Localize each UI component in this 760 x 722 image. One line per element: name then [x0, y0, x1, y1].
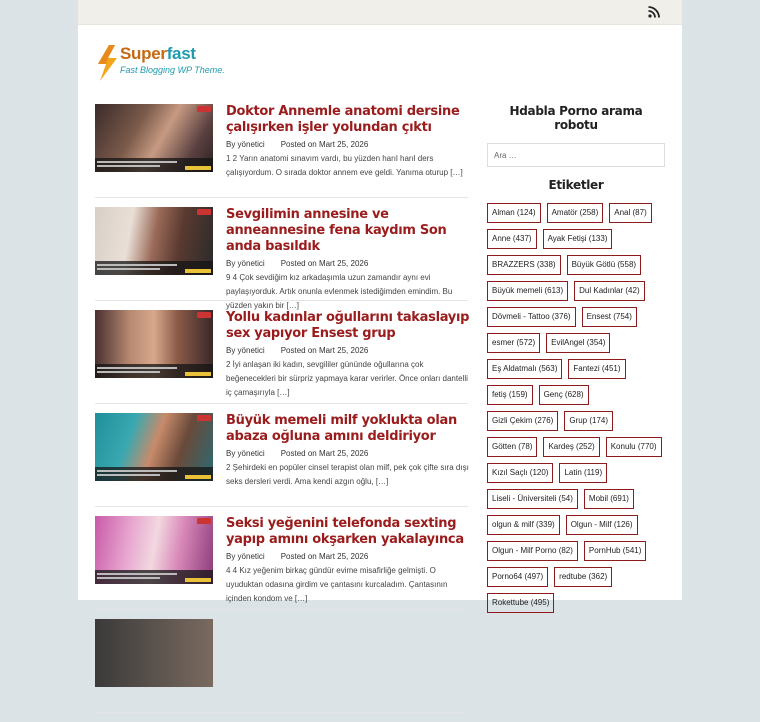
post-title[interactable]: Doktor Annemle anatomi dersine çalışırken işler yolundan çıktı	[226, 104, 460, 135]
post-meta	[226, 346, 470, 356]
tag-link[interactable]: Porno64 (497)	[487, 567, 548, 587]
thumbnail-badge	[197, 518, 211, 524]
thumbnail-badge	[197, 106, 211, 112]
thumbnail-badge	[197, 209, 211, 215]
page-container	[78, 0, 682, 607]
tag-link[interactable]: Dul Kadınlar (42)	[574, 281, 644, 301]
tag-link[interactable]: Amatör (258)	[547, 203, 604, 223]
lightning-bolt-icon	[95, 45, 119, 81]
post-date[interactable]: Posted on Mart 25, 2026	[280, 140, 369, 149]
tag-link[interactable]: olgun & milf (339)	[487, 515, 560, 535]
tag-link[interactable]: Gizli Çekim (276)	[487, 411, 558, 431]
tag-link[interactable]: Olgun - Milf Porno (82)	[487, 541, 578, 561]
post-excerpt: 1 2 Yarın anatomi sınavım vardı, bu yüzden harıl harıl ders çalışıyordum. O sırada doktor annem eve geldi. Yanıma oturup […]	[226, 154, 463, 177]
tag-link[interactable]: Alman (124)	[487, 203, 541, 223]
tag-link[interactable]: Büyük Götlü (558)	[567, 255, 641, 275]
tag-link[interactable]: Anal (87)	[609, 203, 651, 223]
post-author[interactable]: By yönetici	[226, 259, 265, 268]
tag-link[interactable]: Ensest (754)	[582, 307, 637, 327]
thumbnail-watermark	[185, 372, 211, 376]
tag-link[interactable]: Liseli - Üniversiteli (54)	[487, 489, 578, 509]
thumbnail-badge	[197, 312, 211, 318]
post-meta	[226, 140, 470, 150]
thumbnail-watermark	[185, 578, 211, 582]
post-author[interactable]: By yönetici	[226, 346, 265, 355]
post-item	[95, 104, 468, 198]
post-excerpt: 2 İyi anlaşan iki kadın, sevgililer gününde oğullarına çok beğenecekleri bir sürpriz yapmaya karar verirler. Önce onları dantelli iç çamaşırıyla […]	[226, 360, 468, 397]
tag-link[interactable]: Fantezi (451)	[568, 359, 625, 379]
tag-link[interactable]: Dövmeli - Tattoo (376)	[487, 307, 576, 327]
tag-link[interactable]: Kızıl Saçlı (120)	[487, 463, 553, 483]
post-date[interactable]: Posted on Mart 25, 2026	[280, 552, 369, 561]
post-thumbnail[interactable]	[95, 516, 213, 584]
post-thumbnail[interactable]	[95, 619, 213, 687]
tag-link[interactable]: Latin (119)	[559, 463, 607, 483]
post-excerpt: 9 4 Çok sevdiğim kız arkadaşımla uzun zamandır aynı evi paylaşıyorduk. Artık onunla evlenmek istediğimden emindim. Bu yüzden yakın bir […]	[226, 273, 453, 310]
tag-link[interactable]: Mobil (691)	[584, 489, 634, 509]
tag-link[interactable]: PornHub (541)	[584, 541, 646, 561]
post-title[interactable]: Sevgilimin annesine ve anneannesine fena kaydım Son anda basıldık	[226, 207, 447, 254]
tag-link[interactable]: Olgun - Milf (126)	[566, 515, 638, 535]
post-thumbnail[interactable]	[95, 310, 213, 378]
post-author[interactable]: By yönetici	[226, 552, 265, 561]
thumbnail-watermark	[185, 475, 211, 479]
tag-link[interactable]: Eş Aldatmalı (563)	[487, 359, 562, 379]
post-thumbnail[interactable]	[95, 207, 213, 275]
search-input[interactable]	[487, 143, 665, 167]
tag-link[interactable]: BRAZZERS (338)	[487, 255, 561, 275]
post-title[interactable]: Yollu kadınlar oğullarını takaslayıp sex yapıyor Ensest grup	[226, 310, 470, 341]
tag-link[interactable]: Büyük memeli (613)	[487, 281, 568, 301]
rss-icon[interactable]	[648, 6, 660, 18]
tag-link[interactable]: Götten (78)	[487, 437, 537, 457]
tag-link[interactable]: Ayak Fetişi (133)	[543, 229, 613, 249]
post-excerpt: 4 4 Kız yeğenim birkaç gündür evime misafirliğe gelmişti. O uyuduktan odasına girdim ve çantasını kurcaladım. Çantasının içinden kondom ve […]	[226, 566, 448, 603]
post-title[interactable]: Büyük memeli milf yoklukta olan abaza oğluna amını deldiriyor	[226, 413, 457, 444]
tag-link[interactable]: Konulu (770)	[606, 437, 662, 457]
tag-link[interactable]: fetiş (159)	[487, 385, 533, 405]
post-title[interactable]: Seksi yeğenini telefonda sexting yapıp amını okşarken yakalayınca	[226, 516, 464, 547]
top-bar	[78, 0, 682, 25]
post-excerpt: 2 Şehirdeki en popüler cinsel terapist olan milf, pek çok çifte sıra dışı seks dersleri verdi. Ama kendi azgın oğlu, […]	[226, 463, 469, 486]
thumbnail-watermark	[185, 269, 211, 273]
post-meta	[226, 259, 470, 269]
tag-link[interactable]: Rokettube (495)	[487, 593, 554, 613]
post-author[interactable]: By yönetici	[226, 449, 265, 458]
tag-link[interactable]: Anne (437)	[487, 229, 537, 249]
logo-name: Superfast	[120, 44, 196, 63]
post-date[interactable]: Posted on Mart 25, 2026	[280, 449, 369, 458]
tag-link[interactable]: redtube (362)	[554, 567, 612, 587]
post-item	[95, 516, 468, 610]
post-item	[95, 310, 468, 404]
logo-tagline: Fast Blogging WP Theme.	[120, 65, 225, 75]
post-item	[95, 413, 468, 507]
post-item	[95, 207, 468, 310]
site-logo[interactable]	[95, 45, 225, 81]
search-widget-title: Hdabla Porno arama robotu	[509, 104, 643, 132]
sidebar	[487, 104, 665, 613]
post-meta	[226, 552, 470, 562]
post-author[interactable]: By yönetici	[226, 140, 265, 149]
thumbnail-badge	[197, 415, 211, 421]
thumbnail-watermark	[185, 166, 211, 170]
post-date[interactable]: Posted on Mart 25, 2026	[280, 259, 369, 268]
tag-link[interactable]: Grup (174)	[564, 411, 613, 431]
post-meta	[226, 449, 470, 459]
tags-widget-title: Etiketler	[548, 178, 604, 192]
post-thumbnail[interactable]	[95, 104, 213, 172]
post-item	[95, 619, 468, 713]
tag-cloud	[487, 203, 665, 613]
tag-link[interactable]: EvilAngel (354)	[546, 333, 610, 353]
post-date[interactable]: Posted on Mart 25, 2026	[280, 346, 369, 355]
post-list	[95, 104, 468, 722]
tag-link[interactable]: Genç (628)	[539, 385, 589, 405]
post-thumbnail[interactable]	[95, 413, 213, 481]
tag-link[interactable]: Kardeş (252)	[543, 437, 599, 457]
tag-link[interactable]: esmer (572)	[487, 333, 540, 353]
